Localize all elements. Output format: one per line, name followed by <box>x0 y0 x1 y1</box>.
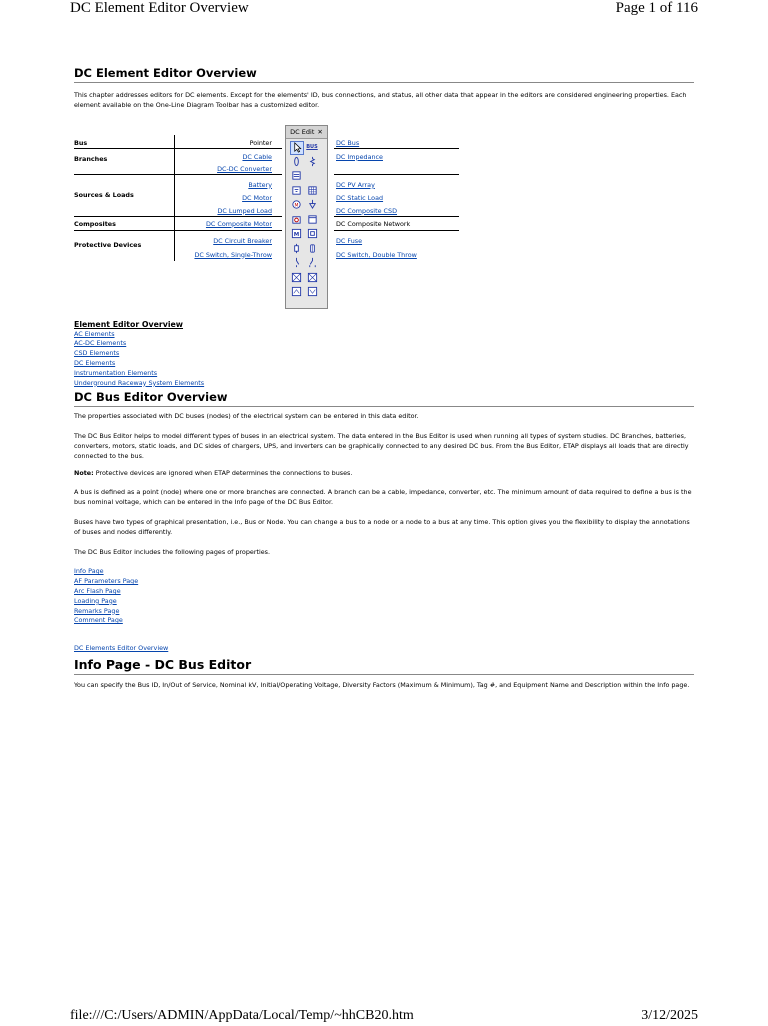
link-dc-switch-double-throw[interactable]: DC Switch, Double Throw <box>336 250 417 259</box>
toolbar-item-pointer: Pointer <box>249 138 272 147</box>
link-arc-flash-page[interactable]: Arc Flash Page <box>74 586 121 595</box>
composite-network-icon <box>306 228 318 240</box>
box-icon-1 <box>290 271 302 283</box>
svg-text:M: M <box>294 203 298 209</box>
pointer-icon <box>290 141 304 155</box>
composite-motor-icon <box>290 228 302 240</box>
double-throw-switch-icon <box>306 257 318 269</box>
link-dc-circuit-breaker[interactable]: DC Circuit Breaker <box>213 236 272 245</box>
category-protective-devices: Protective Devices <box>74 240 142 249</box>
close-icon: ✕ <box>317 127 323 136</box>
pv-array-icon <box>306 184 318 196</box>
impedance-icon <box>306 155 318 167</box>
link-csd-elements[interactable]: CSD Elements <box>74 349 120 358</box>
info-page-heading: Info Page - DC Bus Editor <box>74 657 694 675</box>
link-dc-motor[interactable]: DC Motor <box>242 193 272 202</box>
print-header-page: Page 1 of 116 <box>615 0 698 16</box>
single-throw-switch-icon <box>290 257 302 269</box>
row-divider <box>334 230 459 231</box>
box-icon-4 <box>306 286 318 298</box>
column-divider <box>174 135 175 261</box>
overview-heading: DC Element Editor Overview <box>74 66 694 83</box>
print-header-title: DC Element Editor Overview <box>70 0 249 16</box>
link-dc-bus[interactable]: DC Bus <box>336 138 360 147</box>
svg-text:M: M <box>293 231 299 238</box>
document-content <box>74 66 694 691</box>
link-dc-fuse[interactable]: DC Fuse <box>336 236 363 245</box>
toolbar-title-bar <box>286 126 327 139</box>
composite-csd-icon <box>306 213 318 225</box>
bus-editor-p5: The DC Bus Editor includes the following pages of properties. <box>74 547 271 556</box>
dc-edit-toolbar <box>285 125 328 309</box>
row-divider <box>74 230 282 231</box>
link-ac-dc-elements[interactable]: AC-DC Elements <box>74 339 127 348</box>
link-dc-static-load[interactable]: DC Static Load <box>336 193 384 202</box>
row-divider <box>74 174 282 175</box>
bus-editor-pages <box>74 567 694 626</box>
overview-intro: This chapter addresses editors for DC elements. Except for the elements' ID, bus connections, and status, all other data that appear in the editors are considered engineering properties. Each element available on the One-Line Diagram Toolbar has a customized editor. <box>74 91 687 109</box>
link-remarks-page[interactable]: Remarks Page <box>74 606 120 615</box>
link-dc-cable[interactable]: DC Cable <box>242 152 272 161</box>
toolbar-table <box>74 125 694 315</box>
link-instrumentation-elements[interactable]: Instrumentation Elements <box>74 368 158 377</box>
link-dc-composite-csd[interactable]: DC Composite CSD <box>336 206 397 215</box>
note-label: Note: <box>74 468 94 477</box>
link-dc-dc-converter[interactable]: DC-DC Converter <box>217 164 272 173</box>
lumped-load-icon <box>290 213 302 225</box>
cable-icon <box>290 155 302 167</box>
link-dc-switch-single-throw[interactable]: DC Switch, Single-Throw <box>194 250 272 259</box>
bus-editor-heading: DC Bus Editor Overview <box>74 390 694 407</box>
bus-editor-note <box>74 469 694 479</box>
converter-icon <box>290 170 302 182</box>
static-load-icon <box>306 199 318 211</box>
link-dc-impedance[interactable]: DC Impedance <box>336 152 383 161</box>
battery-icon <box>290 184 302 196</box>
row-divider <box>334 148 459 149</box>
print-footer-path: file:///C:/Users/ADMIN/AppData/Local/Temp/~hhCB20.htm <box>70 1008 414 1023</box>
link-ac-elements[interactable]: AC Elements <box>74 329 115 338</box>
link-comment-page[interactable]: Comment Page <box>74 616 123 625</box>
row-divider <box>334 174 459 175</box>
note-text: Protective devices are ignored when ETAP determines the connections to buses. <box>93 468 353 477</box>
bus-editor-p4: Buses have two types of graphical presentation, i.e., Bus or Node. You can change a bus to a node or a node to a bus at any time. This option gives you the flexibility to display the annotations of buses and nodes differently. <box>74 517 690 536</box>
element-editor-section <box>74 319 694 389</box>
box-icon-3 <box>290 286 302 298</box>
link-dc-elements[interactable]: DC Elements <box>74 358 116 367</box>
toolbar-item-dc-composite-network: DC Composite Network <box>336 219 411 228</box>
category-branches: Branches <box>74 154 108 163</box>
bus-editor-p3: A bus is defined as a point (node) where one or more branches are connected. A branch can be a cable, impedance, converter, etc. The minimum amount of data required to define a bus is the bus nominal voltage, which can be entered in the Info page of the DC Bus Editor. <box>74 488 692 507</box>
category-bus: Bus <box>74 138 88 147</box>
link-loading-page[interactable]: Loading Page <box>74 596 117 605</box>
print-header <box>70 0 698 20</box>
link-dc-pv-array[interactable]: DC PV Array <box>336 180 375 189</box>
link-info-page[interactable]: Info Page <box>74 567 104 576</box>
category-composites: Composites <box>74 219 116 228</box>
bus-icon: BUS <box>306 143 318 150</box>
row-divider <box>334 216 459 217</box>
bus-editor-p1: The properties associated with DC buses (nodes) of the electrical system can be entered in this data editor. <box>74 412 419 421</box>
print-footer <box>70 1008 698 1026</box>
motor-icon <box>290 199 302 211</box>
print-footer-date: 3/12/2025 <box>641 1008 698 1023</box>
category-sources-loads: Sources & Loads <box>74 190 134 199</box>
box-icon-2 <box>306 271 318 283</box>
element-editor-heading: Element Editor Overview <box>74 319 184 329</box>
toolbar-title: DC Edit <box>290 127 315 136</box>
bus-editor-p2: The DC Bus Editor helps to model different types of buses in an electrical system. The data entered in the Bus Editor is used when running all types of system studies. DC Branches, batteries, converters, motors, static loads, and DC sides of chargers, UPS, and inverters can be graphically connected to any desired DC bus. From the Bus Editor, ETAP displays all loads that are directly connected to the bus. <box>74 432 689 460</box>
link-dc-lumped-load[interactable]: DC Lumped Load <box>217 206 272 215</box>
circuit-breaker-icon <box>290 242 302 254</box>
info-page-p1: You can specify the Bus ID, In/Out of Service, Nominal kV, Initial/Operating Voltage, Diversity Factors (Maximum & Minimum), Tag #, and Equipment Name and Description within the Info page. <box>74 680 690 689</box>
blank-icon <box>306 170 318 182</box>
toolbar-button-grid <box>286 139 327 303</box>
link-dc-composite-motor[interactable]: DC Composite Motor <box>205 219 272 228</box>
fuse-icon <box>306 242 318 254</box>
row-divider <box>74 148 282 149</box>
row-divider <box>74 216 282 217</box>
link-battery[interactable]: Battery <box>248 180 272 189</box>
link-af-parameters-page[interactable]: AF Parameters Page <box>74 577 139 586</box>
link-underground-raceway-elements[interactable]: Underground Raceway System Elements <box>74 378 205 387</box>
link-dc-elements-editor-overview[interactable]: DC Elements Editor Overview <box>74 644 169 653</box>
